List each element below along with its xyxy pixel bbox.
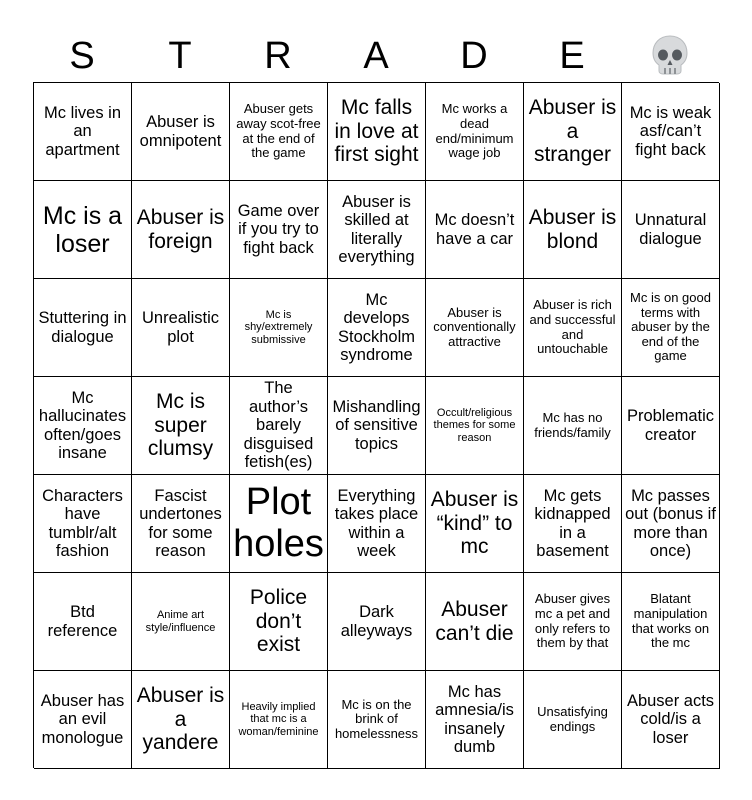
bingo-cell[interactable] <box>230 181 328 279</box>
bingo-cell[interactable] <box>328 377 426 475</box>
header-letter-t: T <box>168 34 192 77</box>
bingo-cell-text: Anime art style/influence <box>145 609 216 634</box>
bingo-cell[interactable] <box>524 83 622 181</box>
skull-icon <box>621 30 719 82</box>
bingo-cell-text: Mc falls in love at first sight <box>334 96 419 167</box>
bingo-cell[interactable] <box>426 377 524 475</box>
bingo-cell[interactable] <box>426 671 524 769</box>
bingo-cell-text: Mc passes out (bonus if more than once) <box>625 486 716 560</box>
bingo-cell[interactable] <box>622 181 720 279</box>
bingo-cell-text: Plot holes <box>233 480 324 565</box>
bingo-cell-text: The author’s barely disguised fetish(es) <box>243 379 314 472</box>
bingo-cell-text: Unnatural dialogue <box>634 211 707 248</box>
bingo-cell[interactable] <box>328 573 426 671</box>
bingo-cell[interactable] <box>426 279 524 377</box>
bingo-cell-text: Mc is shy/extremely submissive <box>244 309 313 346</box>
bingo-cell-text: Abuser acts cold/is a loser <box>626 691 715 747</box>
bingo-cell[interactable] <box>132 573 230 671</box>
bingo-cell-text: Mc hallucinates often/goes insane <box>38 388 127 462</box>
bingo-cell-text: Mc has amnesia/is insanely dumb <box>435 682 514 756</box>
bingo-cell[interactable] <box>524 377 622 475</box>
bingo-cell-text: Dark alleyways <box>340 603 413 640</box>
bingo-cell-text: Mc develops Stockholm syndrome <box>337 290 416 364</box>
bingo-cell-text: Characters have tumblr/alt fashion <box>42 486 123 560</box>
bingo-cell[interactable] <box>132 279 230 377</box>
bingo-cell-text: Mc is on good terms with abuser by the end of the game <box>630 290 711 364</box>
bingo-cell-text: Unsatisfying endings <box>537 703 608 734</box>
bingo-cell-text: Mc gets kidnapped in a basement <box>534 486 611 560</box>
bingo-cell-text: Mc is on the brink of homelessness <box>334 696 419 741</box>
bingo-cell-text: Abuser has an evil monologue <box>40 691 125 747</box>
bingo-cell-text: Mc lives in an apartment <box>43 103 121 159</box>
bingo-cell-text: Stuttering in dialogue <box>38 309 127 346</box>
bingo-cell-text: Unrealistic plot <box>141 309 220 346</box>
bingo-cell[interactable] <box>34 573 132 671</box>
bingo-cell-text: Occult/religious themes for some reason <box>433 407 516 444</box>
bingo-cell[interactable] <box>328 475 426 573</box>
bingo-cell-text: Abuser can’t die <box>435 597 514 645</box>
bingo-cell[interactable] <box>426 181 524 279</box>
bingo-cell[interactable] <box>622 573 720 671</box>
bingo-cell[interactable] <box>426 83 524 181</box>
header-letter-e: E <box>559 34 585 77</box>
bingo-cell-text: Mc is weak asf/can’t fight back <box>629 103 712 159</box>
bingo-cell[interactable] <box>132 181 230 279</box>
bingo-cell-text: Btd reference <box>47 603 118 640</box>
bingo-cell[interactable] <box>230 377 328 475</box>
bingo-cell[interactable] <box>34 475 132 573</box>
bingo-cell[interactable] <box>622 377 720 475</box>
bingo-cell[interactable] <box>426 573 524 671</box>
bingo-cell-text: Abuser is omnipotent <box>139 113 222 150</box>
bingo-cell[interactable] <box>230 475 328 573</box>
bingo-cell-text: Abuser is a stranger <box>528 96 617 167</box>
bingo-cell[interactable] <box>230 279 328 377</box>
bingo-cell[interactable] <box>622 671 720 769</box>
bingo-cell-text: Police don’t exist <box>249 586 308 657</box>
bingo-cell-text: Fascist undertones for some reason <box>139 486 222 560</box>
bingo-cell[interactable] <box>622 83 720 181</box>
bingo-cell-text: Problematic creator <box>626 407 715 444</box>
header-letter-r: R <box>264 34 292 77</box>
bingo-cell[interactable] <box>524 671 622 769</box>
bingo-cell-text: Abuser is rich and successful and untouchable <box>529 297 616 357</box>
bingo-cell[interactable] <box>524 573 622 671</box>
bingo-cell[interactable] <box>230 573 328 671</box>
bingo-cell[interactable] <box>426 475 524 573</box>
header-letter-a: A <box>363 34 389 77</box>
bingo-cell-text: Abuser is blond <box>528 205 617 253</box>
bingo-cell-text: Abuser gets away scot-free at the end of the game <box>236 101 321 161</box>
bingo-cell[interactable] <box>524 181 622 279</box>
bingo-cell[interactable] <box>524 279 622 377</box>
bingo-cell[interactable] <box>34 279 132 377</box>
bingo-cell[interactable] <box>34 181 132 279</box>
bingo-cell[interactable] <box>524 475 622 573</box>
bingo-cell[interactable] <box>328 181 426 279</box>
bingo-cell-text: Mc is a loser <box>42 201 123 258</box>
bingo-cell-text: Mc has no friends/family <box>534 409 611 440</box>
bingo-header <box>33 30 719 82</box>
bingo-cell[interactable] <box>328 83 426 181</box>
bingo-cell[interactable] <box>132 83 230 181</box>
bingo-cell[interactable] <box>34 377 132 475</box>
bingo-cell[interactable] <box>230 671 328 769</box>
bingo-cell-text: Mc works a dead end/minimum wage job <box>435 101 514 161</box>
header-letter-d: D <box>460 34 488 77</box>
header-letter-s: S <box>69 34 95 77</box>
bingo-cell-text: Mc doesn’t have a car <box>434 211 515 248</box>
bingo-cell-text: Abuser is “kind” to mc <box>430 488 519 559</box>
bingo-cell-text: Mishandling of sensitive topics <box>332 397 421 453</box>
bingo-cell-text: Game over if you try to fight back <box>237 201 320 257</box>
bingo-cell-text: Abuser gives mc a pet and only refers to them by that <box>534 591 611 651</box>
bingo-cell-text: Mc is super clumsy <box>147 390 214 461</box>
bingo-cell-text: Everything takes place within a week <box>334 486 419 560</box>
bingo-cell[interactable] <box>132 671 230 769</box>
bingo-cell[interactable] <box>622 475 720 573</box>
bingo-cell[interactable] <box>328 279 426 377</box>
bingo-cell-text: Blatant manipulation that works on the mc <box>631 591 710 651</box>
bingo-cell[interactable] <box>230 83 328 181</box>
bingo-cell-text: Abuser is skilled at literally everything <box>338 192 415 266</box>
bingo-cell[interactable] <box>34 83 132 181</box>
bingo-cell[interactable] <box>132 377 230 475</box>
bingo-grid <box>33 82 719 768</box>
bingo-cell-text: Heavily implied that mc is a woman/feminine <box>238 701 319 738</box>
bingo-cell[interactable] <box>132 475 230 573</box>
bingo-cell[interactable] <box>622 279 720 377</box>
bingo-cell-text: Abuser is a yandere <box>136 684 225 755</box>
bingo-cell-text: Abuser is foreign <box>136 205 225 253</box>
bingo-cell[interactable] <box>34 671 132 769</box>
bingo-cell-text: Abuser is conventionally attractive <box>433 304 516 349</box>
bingo-cell[interactable] <box>328 671 426 769</box>
